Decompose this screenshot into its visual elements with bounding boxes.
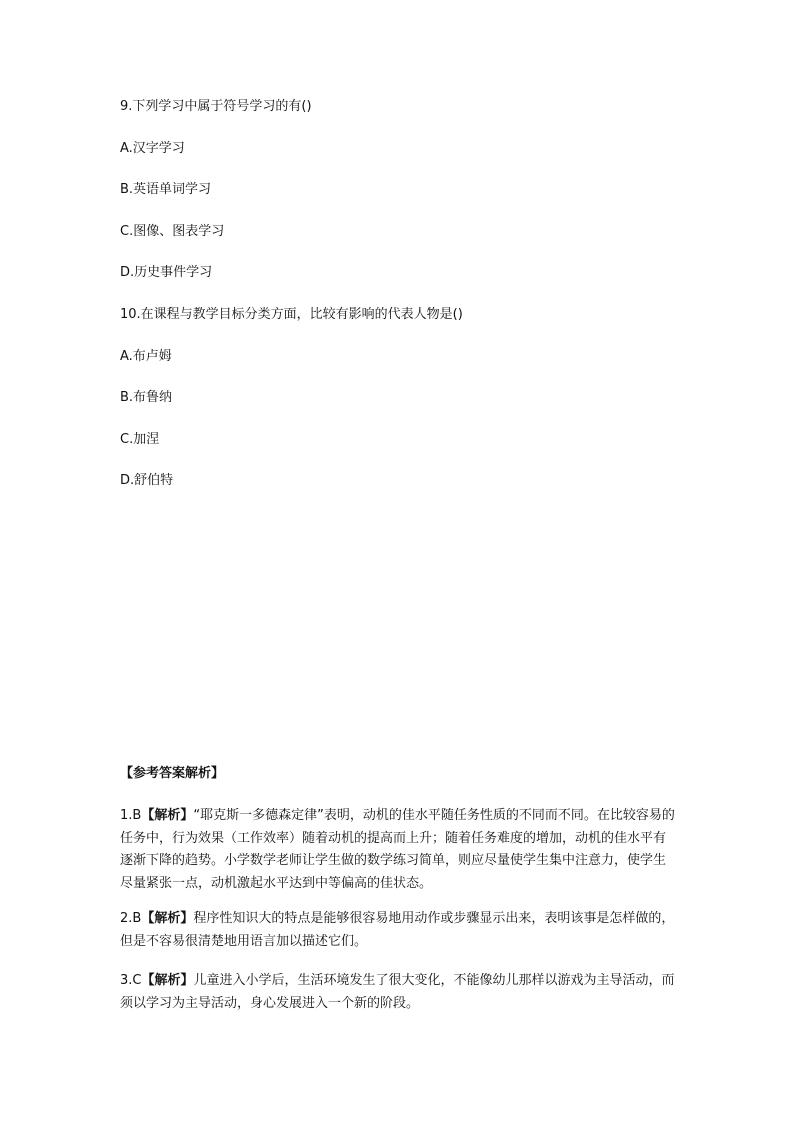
answer-1-text: “耶克斯一多德森定律”表明，动机的佳水平随任务性质的不同而不同。在比较容易的任务中，行为效果（工作效率）随着动机的提高而上升；随着任务难度的增加，动机的佳水平有逐渐下降的趋势。小学数学老师让学生做的数学练习简单，则应尽量使学生集中注意力，使学生尽量紧张一点，动机激起水平达到中等偏高的佳状态。 bbox=[120, 808, 675, 891]
answer-1-prefix: 1.B bbox=[120, 808, 142, 823]
question-10-option-b: B.布鲁纳 bbox=[120, 390, 173, 405]
answer-2-text: 程序性知识大的特点是能够很容易地用动作或步骤显示出来，表明该事是怎样做的，但是不容易很清楚地用语言加以描述它们。 bbox=[120, 911, 675, 949]
question-10-option-d: D.舒伯特 bbox=[120, 473, 174, 488]
answers-heading: 【参考答案解析】 bbox=[120, 766, 225, 781]
answer-2-prefix: 2.B bbox=[120, 911, 142, 926]
answer-3 bbox=[120, 970, 676, 1015]
question-9-option-b: B.英语单词学习 bbox=[120, 182, 212, 197]
question-10-option-c: C.加涅 bbox=[120, 432, 160, 447]
question-10-option-a: A.布卢姆 bbox=[120, 349, 172, 364]
question-9-option-c: C.图像、图表学习 bbox=[120, 224, 225, 239]
question-10-stem: 10.在课程与教学目标分类方面，比较有影响的代表人物是() bbox=[120, 307, 463, 322]
answer-2-tag: 【解析】 bbox=[141, 911, 194, 926]
answer-3-tag: 【解析】 bbox=[141, 973, 194, 988]
answer-3-text: 儿童进入小学后，生活环境发生了很大变化，不能像幼儿那样以游戏为主导活动，而须以学习为主导活动，身心发展进入一个新的阶段。 bbox=[120, 973, 675, 1011]
answer-2 bbox=[120, 908, 676, 953]
question-9-option-d: D.历史事件学习 bbox=[120, 265, 213, 280]
question-9-stem: 9.下列学习中属于符号学习的有() bbox=[120, 99, 312, 114]
question-9-option-a: A.汉字学习 bbox=[120, 141, 185, 156]
answer-1 bbox=[120, 805, 676, 895]
answer-1-tag: 【解析】 bbox=[141, 808, 194, 823]
answer-3-prefix: 3.C bbox=[120, 973, 142, 988]
